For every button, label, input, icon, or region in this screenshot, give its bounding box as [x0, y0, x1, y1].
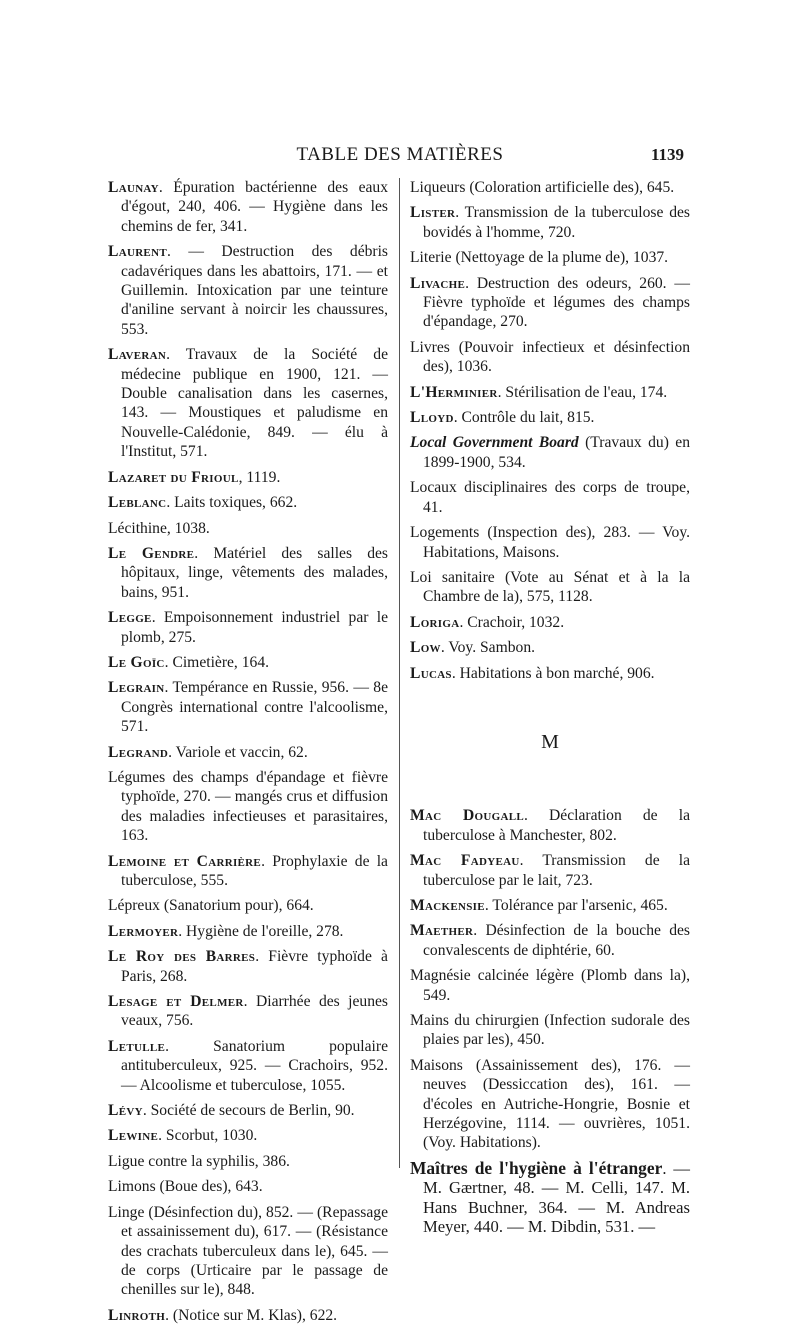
entry-text: . Prophylaxie de la tuberculose, 555. [121, 852, 388, 889]
running-title: TABLE DES MATIÈRES [296, 144, 504, 165]
index-entry [410, 921, 690, 960]
index-entry [108, 947, 388, 986]
entry-heading: Launay [108, 179, 159, 196]
entry-text: Linge (Désinfection du), 852. — (Repassage et assainissement du), 617. — (Résistance des crachats tuberculeux dans le), 645. — de corps (Urticaire par le passage de chenilles sur le), 848. [108, 1203, 388, 1299]
index-entry [410, 568, 690, 607]
index-entry [410, 896, 690, 915]
entry-text: . Hygiène de l'oreille, 278. [178, 922, 344, 940]
index-entry [108, 468, 388, 487]
entry-text: Logements (Inspection des), 283. — Voy. Habitations, Maisons. [410, 524, 690, 561]
index-column-right [410, 178, 690, 1242]
index-entry [108, 242, 388, 339]
index-entry [108, 1037, 388, 1095]
entry-text: Légumes des champs d'épandage et fièvre typhoïde, 270. — mangés crus et diffusion des maladies infectieuses et parasitaires, 163. [108, 768, 388, 845]
entry-text: . Déclaration de la tuberculose à Manchester, 802. [423, 807, 690, 844]
entry-text: Locaux disciplinaires des corps de troupe, 41. [410, 479, 690, 516]
index-entry [410, 274, 690, 332]
entry-text: . Voy. Sambon. [440, 639, 536, 657]
entry-heading: Loriga [410, 613, 460, 631]
entry-text: . Stérilisation de l'eau, 174. [497, 383, 668, 401]
index-entry [108, 922, 388, 941]
page-number: 1139 [650, 145, 684, 164]
entry-text: . (Notice sur M. Klas), 622. [165, 1306, 338, 1324]
entry-text: . Diarrhée des jeunes veaux, 756. [121, 993, 389, 1030]
entry-text: . — M. Gærtner, 48. — M. Celli, 147. M. Hans Buchner, 364. — M. Andreas Meyer, 440. — M. Dibdin, 531. — [423, 1158, 690, 1237]
index-entry [108, 1152, 388, 1171]
index-entry [410, 851, 690, 890]
index-entry [410, 248, 690, 267]
entry-heading: Linroth [108, 1306, 166, 1324]
entry-text: . Épuration bactérienne des eaux d'égout, 240, 406. — Hygiène dans les chemins de fer, 341. [121, 179, 388, 235]
index-entry [108, 852, 388, 891]
index-entry [108, 768, 388, 846]
index-column-left [108, 178, 388, 1331]
index-entry [410, 408, 690, 427]
entry-heading: Lewine [108, 1127, 159, 1145]
entry-heading: Legge [108, 609, 152, 627]
entry-heading: Lemoine et Carrière [108, 852, 262, 870]
index-entry [108, 178, 388, 236]
index-entry [108, 1203, 388, 1300]
page-header [112, 144, 688, 174]
entry-text: Limons (Boue des), 643. [108, 1178, 263, 1196]
entry-text: Literie (Nettoyage de la plume de), 1037. [410, 249, 669, 267]
entry-text: . Matériel des salles des hôpitaux, linge, vêtements des malades, bains, 951. [121, 544, 388, 601]
entry-text: . Société de secours de Berlin, 90. [142, 1102, 355, 1120]
index-entry [410, 613, 690, 632]
entry-text: . Tempérance en Russie, 956. — 8e Congrès international contre l'alcoolisme, 571. [121, 679, 388, 736]
index-entry [410, 523, 690, 562]
index-entry [410, 478, 690, 517]
index-entry [108, 678, 388, 736]
entry-text: . Contrôle du lait, 815. [453, 409, 595, 427]
entry-heading: Lloyd [410, 409, 454, 427]
entry-text: Livres (Pouvoir infectieux et désinfection des), 1036. [410, 338, 690, 376]
entry-heading: Mackensie [410, 896, 485, 914]
index-entry [108, 896, 388, 915]
entry-text: . Cimetière, 164. [164, 653, 270, 671]
entry-text: (Travaux du) en 1899-1900, 534. [423, 434, 690, 471]
entry-text: . Crachoir, 1032. [459, 613, 565, 631]
entry-text: . — Destruction des débris cadavériques dans les abattoirs, 171. — et Guillemin. Intoxication par une teinture d'aniline servant à noircir les chaussures, 553. [121, 243, 388, 338]
entry-text: Magnésie calcinée légère (Plomb dans la), 549. [410, 967, 690, 1004]
entry-text: Maisons (Assainissement des), 176. — neuves (Dessiccation des), 161. — d'écoles en Autriche-Hongrie, Bosnie et Herzégovine, 1114. — ouvrières, 1051. (Voy. Habitations). [410, 1056, 690, 1152]
index-entry [410, 433, 690, 472]
entry-text: . Laits toxiques, 662. [166, 494, 298, 512]
entry-heading: Le Gendre [108, 544, 195, 562]
index-entry [410, 1011, 690, 1050]
entry-heading: Low [410, 639, 441, 657]
entry-text: Loi sanitaire (Vote au Sénat et à la la Chambre de la), 575, 1128. [410, 568, 690, 606]
index-entry [108, 608, 388, 647]
entry-heading: Mac Fadyeau [410, 852, 520, 870]
index-entry [108, 992, 388, 1031]
entry-heading: Lazaret du Frioul [108, 468, 239, 486]
entry-text: Lécithine, 1038. [108, 519, 210, 537]
entry-heading: Lister [410, 204, 456, 222]
entry-heading: Laurent [108, 243, 167, 261]
entry-heading: Lucas [410, 664, 452, 682]
entry-text: . Transmission de la tuberculose des bovidés à l'homme, 720. [423, 204, 690, 241]
index-entry [410, 203, 690, 242]
entry-heading: Lévy [108, 1102, 143, 1120]
index-entry [108, 1177, 388, 1196]
entry-heading: Lesage et Delmer [108, 993, 244, 1011]
index-entry [410, 806, 690, 845]
index-entry [410, 638, 690, 657]
entry-text: Liqueurs (Coloration artificielle des), 645. [410, 179, 675, 196]
index-entry [410, 383, 690, 402]
entry-italic-heading: Local Government Board [410, 434, 579, 452]
index-entry [108, 1306, 388, 1325]
entry-text: . Sanatorium populaire antituberculeux, 925. — Crachoirs, 952. — Alcoolisme et tuberculose, 1055. [121, 1037, 388, 1094]
entry-text: . Scorbut, 1030. [158, 1127, 258, 1145]
index-entry [108, 653, 388, 672]
entry-heading: Le Roy des Barres [108, 948, 256, 966]
index-entry [108, 519, 388, 538]
entry-heading: Legrain [108, 679, 165, 697]
entry-text: Mains du chirurgien (Infection sudorale des plaies par les), 450. [410, 1012, 690, 1049]
index-entry [108, 493, 388, 512]
index-entry-maitres [410, 1159, 690, 1237]
index-entry [410, 664, 690, 683]
entry-heading: Laveran [108, 346, 167, 364]
entry-text: . Désinfection de la bouche des convalescents de diphtérie, 60. [423, 922, 690, 959]
entry-text: . Travaux de la Société de médecine publique en 1900, 121. — Double canalisation dans les casernes, 143. — Moustiques et paludisme en Nouvelle-Calédonie, 849. — élu à l'Institut, 571. [121, 346, 388, 461]
entry-text: . Habitations à bon marché, 906. [451, 664, 655, 682]
index-entry [108, 544, 388, 602]
index-entry [108, 1101, 388, 1120]
entry-heading: Lermoyer [108, 922, 179, 940]
column-divider [399, 178, 400, 1168]
entry-heading: Le Goïc [108, 653, 165, 671]
entry-heading: Livache [410, 274, 466, 292]
entry-heading: L'Herminier [410, 383, 498, 401]
entry-heading: Maîtres de l'hygiène à l'étranger [410, 1157, 663, 1178]
index-entry [108, 743, 388, 762]
entry-text: . Transmission de la tuberculose par le lait, 723. [423, 852, 691, 889]
entry-text: Ligue contre la syphilis, 386. [108, 1152, 290, 1170]
index-entry [410, 338, 690, 377]
entry-text: . Empoisonnement industriel par le plomb, 275. [121, 609, 388, 646]
index-entries-l [410, 178, 690, 683]
index-entry [410, 1056, 690, 1153]
entry-heading: Leblanc [108, 494, 167, 512]
entry-text: , 1119. [238, 468, 281, 486]
entry-text: . Tolérance par l'arsenic, 465. [484, 896, 668, 914]
index-entry [108, 345, 388, 461]
section-letter: M [541, 730, 559, 753]
index-entry [410, 966, 690, 1005]
entry-heading: Mac Dougall [410, 807, 524, 825]
entry-text: . Destruction des odeurs, 260. — Fièvre typhoïde et légumes des champs d'épandage, 270. [423, 274, 690, 331]
entry-heading: Legrand [108, 743, 169, 761]
entry-heading: Letulle [108, 1037, 166, 1055]
index-entry [108, 1126, 388, 1145]
entry-text: . Variole et vaccin, 62. [168, 743, 308, 761]
entry-text: . Fièvre typhoïde à Paris, 268. [121, 948, 388, 985]
entry-heading: Maether [410, 922, 474, 940]
entry-text: Lépreux (Sanatorium pour), 664. [108, 897, 314, 915]
index-entry [410, 178, 690, 197]
index-entries-m [410, 806, 690, 1153]
